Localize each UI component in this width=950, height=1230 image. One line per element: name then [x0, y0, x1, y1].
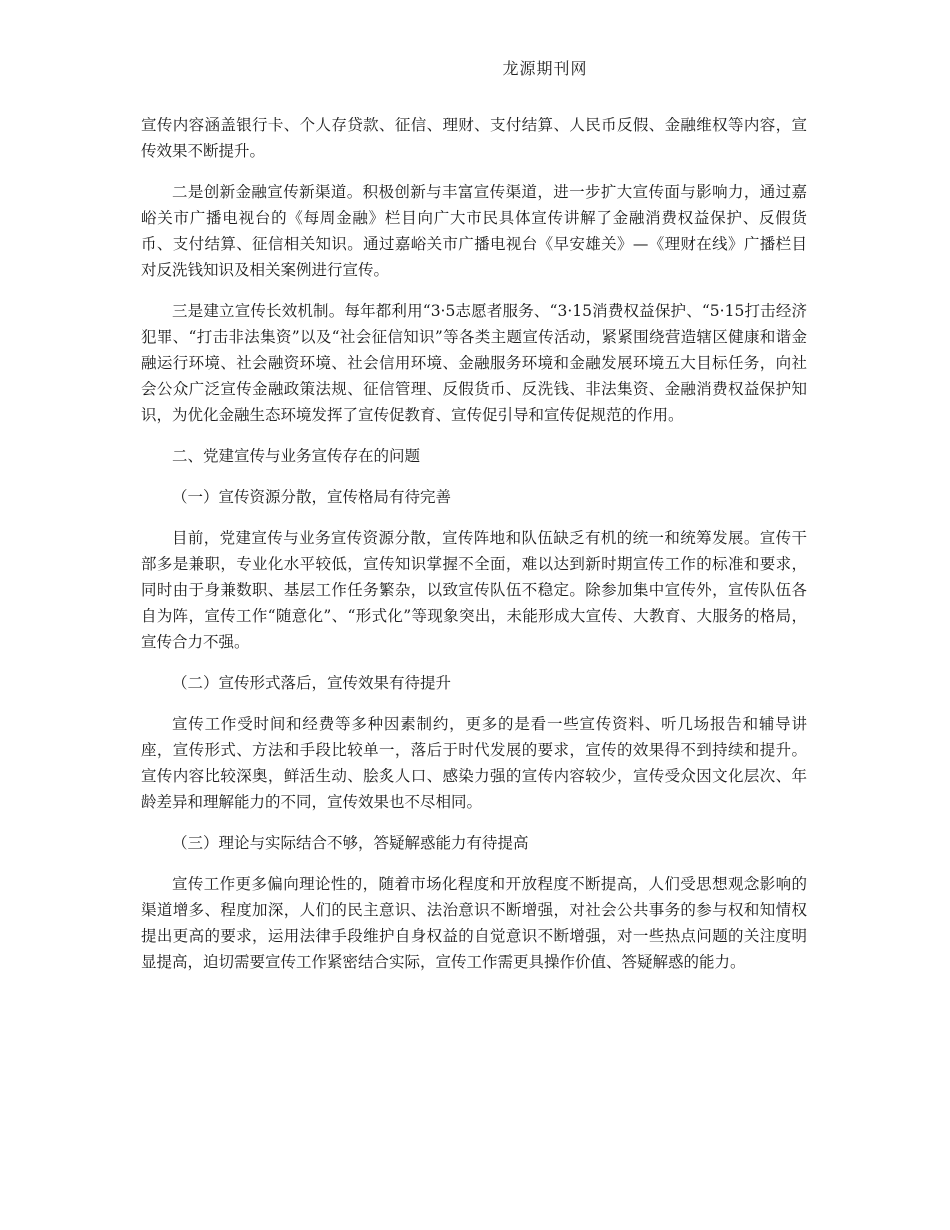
paragraph-3: 三是建立宣传长效机制。每年都利用“3·5志愿者服务、“3·15消费权益保护、“5·15打击经济犯罪、“打击非法集资”以及“社会征信知识”等各类主题宣传活动，紧紧围绕营造辖区健康和谐金融运行环境、社会融资环境、社会信用环境、金融服务环境和金融发展环境五大目标任务，向社会公众广泛宣传金融政策法规、征信管理、反假货币、反洗钱、非法集资、金融消费权益保护知识，为优化金融生态环境发挥了宣传促教育、宣传促引导和宣传促规范的作用。 — [141, 302, 807, 424]
paragraph-6: 宣传工作更多偏向理论性的，随着市场化程度和开放程度不断提高，人们受思想观念影响的渠道增多、程度加深，人们的民主意识、法治意识不断增强，对社会公共事务的参与权和知情权提出更高的要求，运用法律手段维护自身权益的自觉意识不断增强，对一些热点问题的关注度明显提高，迫切需要宣传工作紧密结合实际，宣传工作需更具操作价值、答疑解惑的能力。 — [141, 875, 807, 971]
paragraph-2: 二是创新金融宣传新渠道。积极创新与丰富宣传渠道，进一步扩大宣传面与影响力，通过嘉峪关市广播电视台的《每周金融》栏目向广大市民具体宣传讲解了金融消费权益保护、反假货币、支付结算、征信相关知识。通过嘉峪关市广播电视台《早安雄关》—《理财在线》广播栏目对反洗钱知识及相关案例进行宣传。 — [141, 183, 807, 279]
subsection-heading-1: （一）宣传资源分散，宣传格局有待完善 — [172, 488, 452, 506]
article-body — [141, 112, 807, 990]
subsection-heading-2: （二）宣传形式落后，宣传效果有待提升 — [172, 674, 452, 692]
paragraph-4: 目前，党建宣传与业务宣传资源分散，宣传阵地和队伍缺乏有机的统一和统筹发展。宣传干部多是兼职，专业化水平较低，宣传知识掌握不全面，难以达到新时期宣传工作的标准和要求，同时由于身兼数职、基层工作任务繁杂，以致宣传队伍不稳定。除参加集中宣传外，宣传队伍各自为阵，宣传工作“随意化”、“形式化”等现象突出，未能形成大宣传、大教育、大服务的格局，宣传合力不强。 — [141, 529, 807, 651]
site-header: 龙源期刊网 — [502, 59, 588, 78]
section-heading-2: 二、党建宣传与业务宣传存在的问题 — [172, 447, 421, 465]
paragraph-5: 宣传工作受时间和经费等多种因素制约，更多的是看一些宣传资料、听几场报告和辅导讲座，宣传形式、方法和手段比较单一，落后于时代发展的要求，宣传的效果得不到持续和提升。宣传内容比较深奥，鲜活生动、脍炙人口、感染力强的宣传内容较少，宣传受众因文化层次、年龄差异和理解能力的不同，宣传效果也不尽相同。 — [141, 715, 807, 811]
paragraph-1: 宣传内容涵盖银行卡、个人存贷款、征信、理财、支付结算、人民币反假、金融维权等内容，宣传效果不断提升。 — [141, 116, 807, 160]
subsection-heading-3: （三）理论与实际结合不够，答疑解惑能力有待提高 — [172, 834, 529, 852]
